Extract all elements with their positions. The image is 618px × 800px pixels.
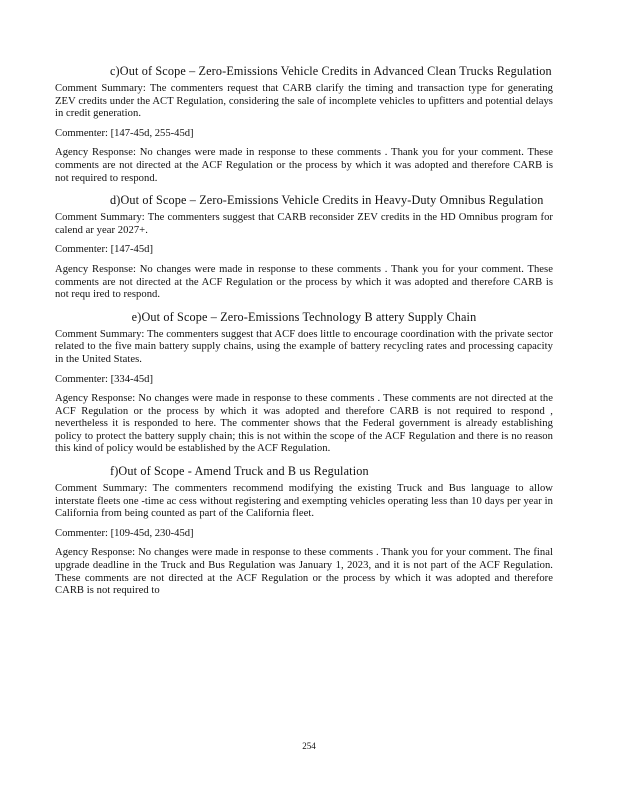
page-content (55, 63, 553, 605)
agency-response: Agency Response: No changes were made in response to these comments . These comments are not directed at the ACF Regulation or the process by which it was adopted and therefore CARB is not required to respond , nevertheless it is responded to here. The commenter shows that the Federal government is already establishing policy to protect the battery supply chain; this is not within the scope of the ACF Regulation and there is no reason this kind of policy would be established by the ACF Regulation. (55, 393, 553, 455)
section-heading: c)Out of Scope – Zero-Emissions Vehicle Credits in Advanced Clean Trucks Regulation (110, 64, 552, 78)
comment-summary: Comment Summary: The commenters request that CARB clarify the timing and transaction type for generating ZEV credits under the ACT Regulation, considering the sale of incomplete vehicles to upfitters and potential delays in credit generation. (55, 83, 553, 120)
comment-summary: Comment Summary: The commenters suggest that ACF does little to encourage coordination with the private sector related to the five main battery supply chains, using the example of battery recycling rates and processing capacity in the United States. (55, 328, 553, 365)
section-c (55, 63, 553, 185)
commenter-ids: Commenter: [109-45d, 230-45d] (55, 527, 194, 539)
section-heading: d)Out of Scope – Zero-Emissions Vehicle Credits in Heavy-Duty Omnibus Regulation (110, 193, 544, 208)
section-f (55, 463, 553, 598)
section-heading: e)Out of Scope – Zero-Emissions Technology B attery Supply Chain (131, 309, 477, 324)
agency-response: Agency Response: No changes were made in response to these comments . Thank you for your comment. These comments are not directed at the ACF Regulation or the process by which it was adopted and therefore CARB is not requ ired to respond. (55, 263, 553, 301)
agency-response: Agency Response: No changes were made in response to these comments . Thank you for your comment. The final upgrade deadline in the Truck and Bus Regulation was January 1, 2023, and it is not part of the ACF Regulation. These comments are not directed at the ACF Regulation or the process by which it was adopted and therefore CARB is not required to (55, 547, 553, 597)
section-e (55, 309, 553, 456)
commenter-ids: Commenter: [147-45d, 255-45d] (55, 127, 194, 139)
comment-summary: Comment Summary: The commenters suggest that CARB reconsider ZEV credits in the HD Omnibus program for calend ar year 2027+. (55, 212, 553, 236)
section-d (55, 192, 553, 302)
section-heading: f)Out of Scope - Amend Truck and B us Regulation (110, 464, 369, 479)
page-number: 254 (302, 741, 316, 751)
agency-response: Agency Response: No changes were made in response to these comments . Thank you for your comment. These comments are not directed at the ACF Regulation or the process by which it was adopted and therefore CARB is not required to respond. (55, 147, 553, 184)
commenter-ids: Commenter: [334-45d] (55, 373, 153, 385)
commenter-ids: Commenter: [147-45d] (55, 244, 153, 256)
comment-summary: Comment Summary: The commenters recommend modifying the existing Truck and Bus language to allow interstate fleets one -time ac cess without registering and exempting vehicles operating less than 10 days per year in California from being counted as part of the California fleet. (55, 483, 553, 520)
